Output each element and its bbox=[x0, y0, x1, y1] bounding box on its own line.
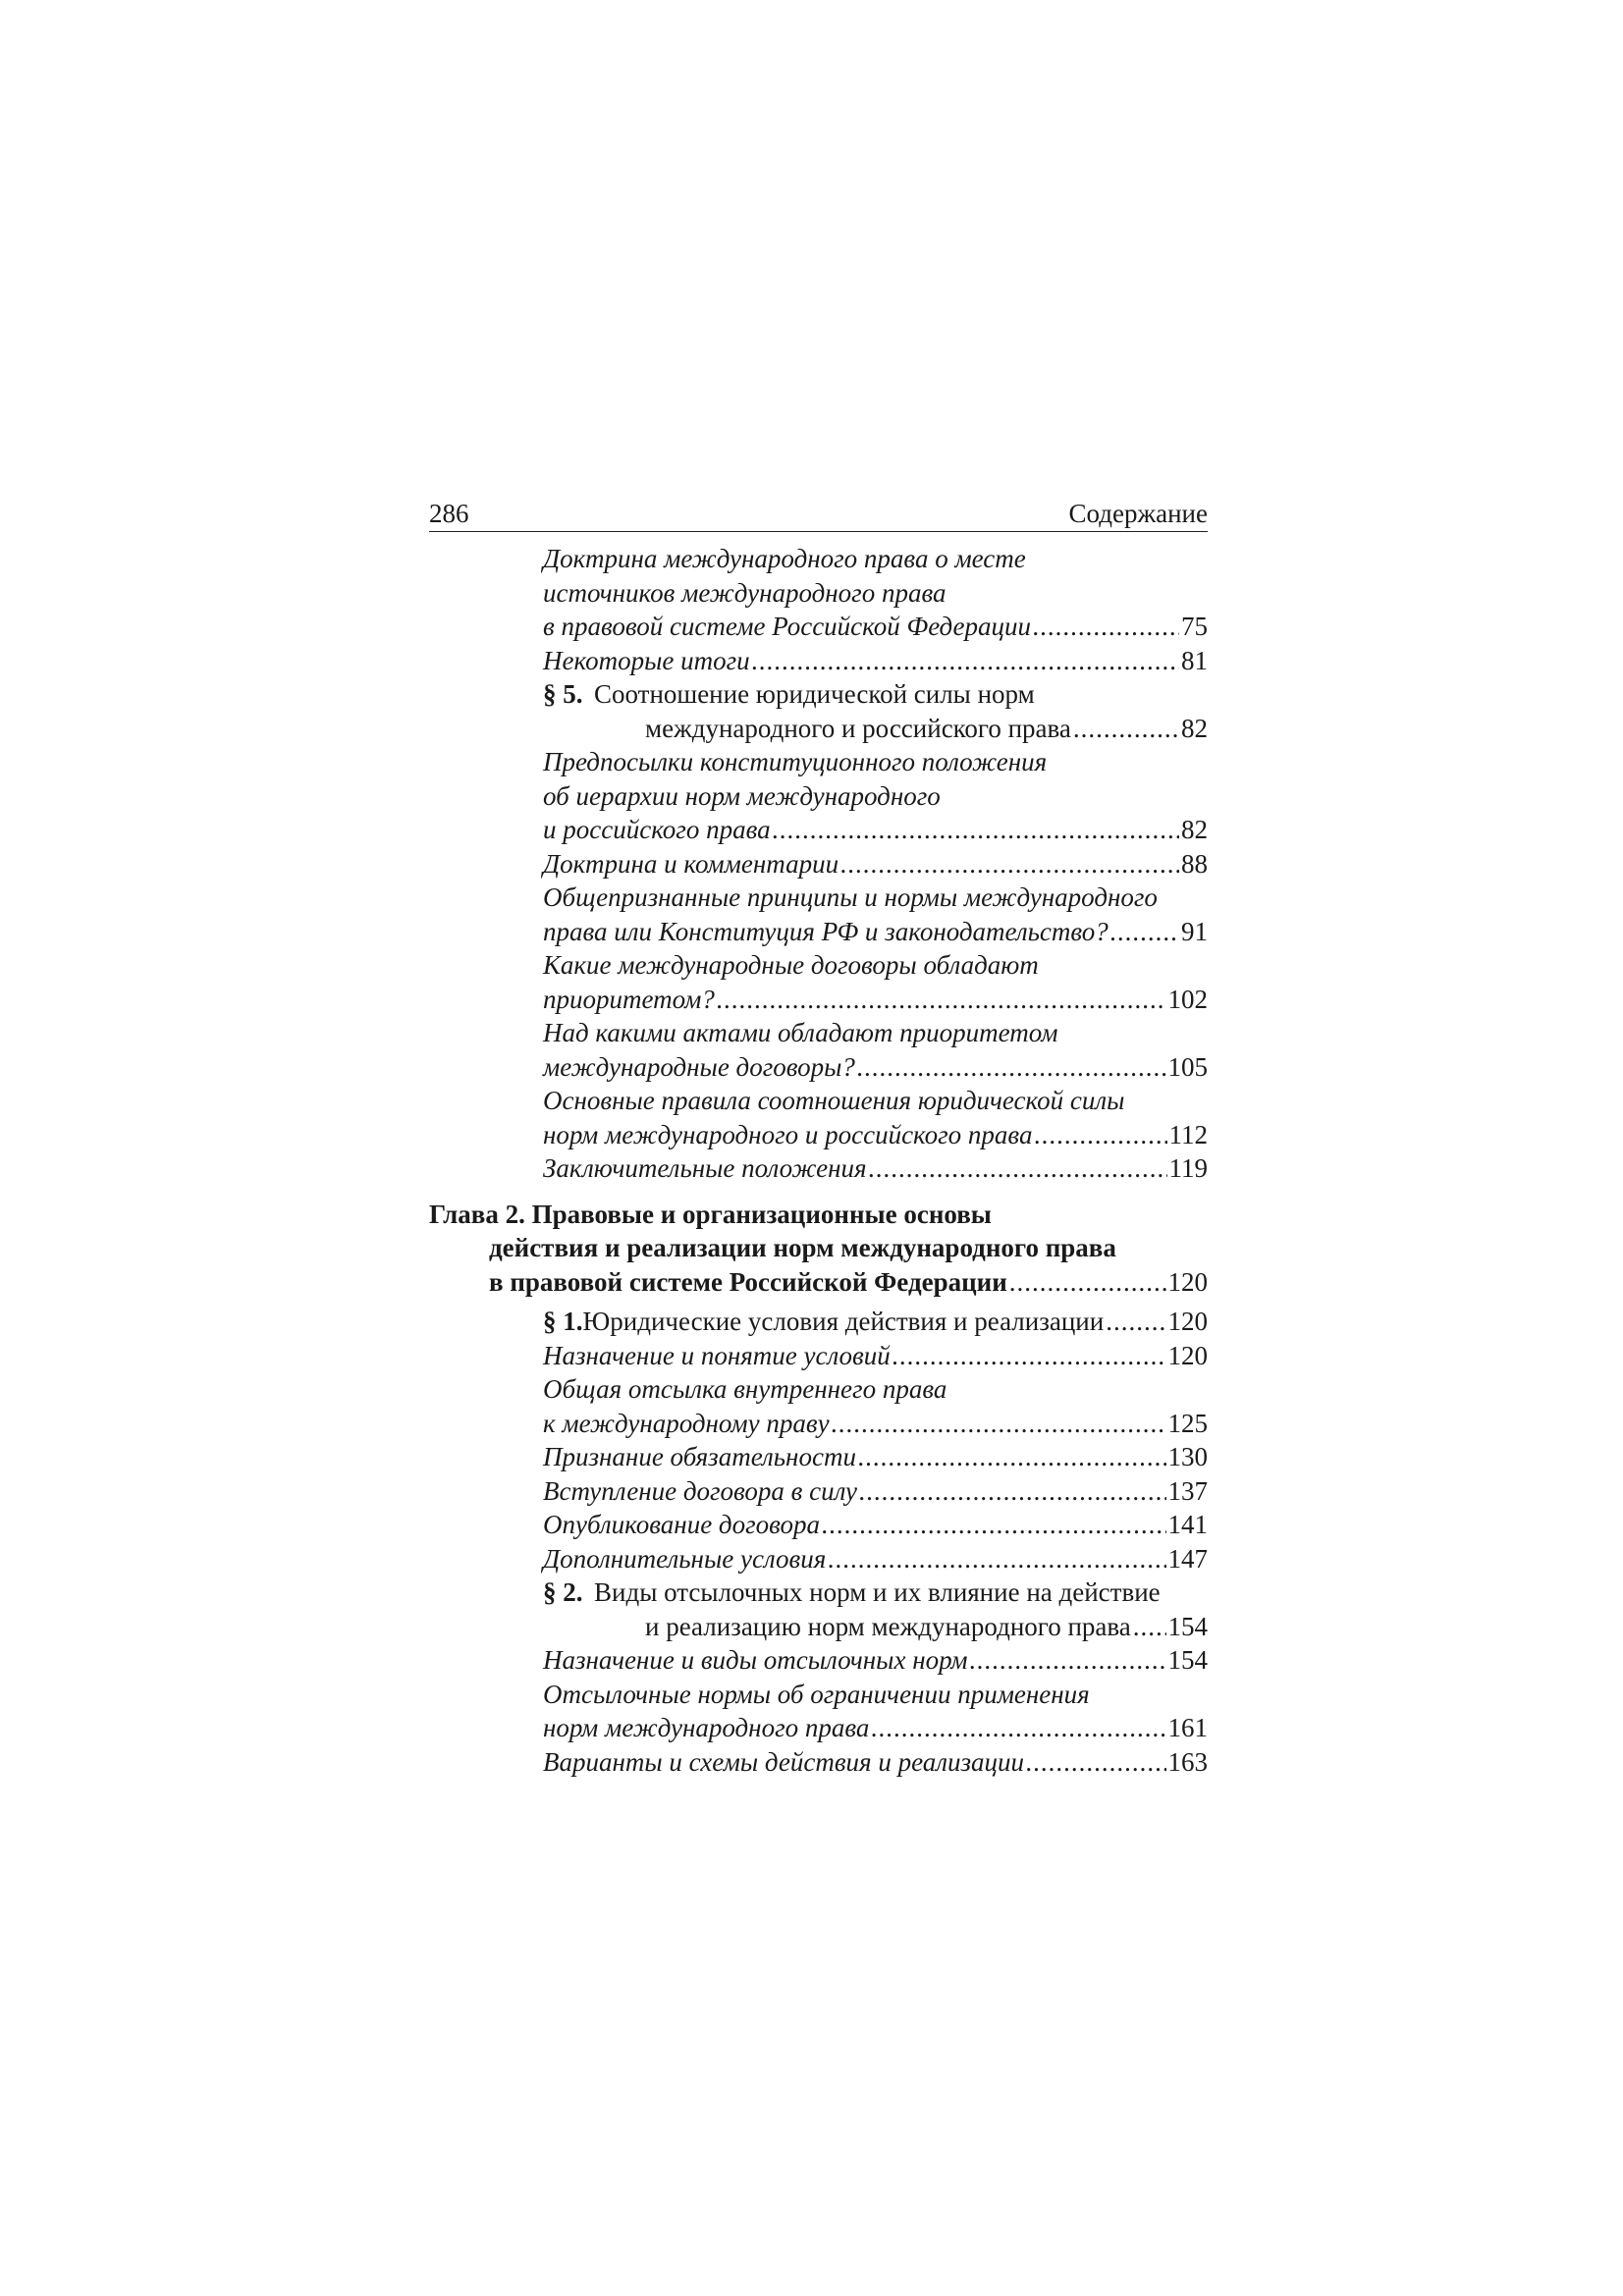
header-title: Содержание bbox=[1068, 499, 1208, 528]
toc-section-entry[interactable] bbox=[429, 1575, 1208, 1643]
dot-leader bbox=[1033, 610, 1179, 644]
toc-subsection-entry[interactable] bbox=[429, 1016, 1208, 1084]
toc-group-chapter-2 bbox=[429, 1305, 1208, 1779]
toc-page-number: 82 bbox=[1181, 815, 1208, 844]
toc-subsection-entry[interactable] bbox=[429, 1745, 1208, 1780]
toc-line bbox=[429, 1265, 1208, 1300]
dot-leader bbox=[1073, 712, 1179, 746]
toc-page-number: 137 bbox=[1167, 1475, 1208, 1506]
toc-entry-title: Назначение и виды отсылочных норм bbox=[543, 1645, 968, 1675]
dot-leader bbox=[832, 1407, 1166, 1441]
dot-leader bbox=[859, 1474, 1165, 1509]
dot-leader bbox=[1110, 915, 1179, 949]
toc-entry-title: права или Конституция РФ и законодательство? bbox=[543, 916, 1109, 946]
toc-page-number: 105 bbox=[1167, 1051, 1208, 1082]
toc-page-number: 141 bbox=[1167, 1510, 1208, 1539]
toc-page-number: 163 bbox=[1167, 1746, 1208, 1777]
toc-subsection-entry[interactable] bbox=[429, 1678, 1208, 1745]
dot-leader bbox=[752, 644, 1179, 678]
toc-entry-title: Предпосылки конституционного положения bbox=[543, 747, 1048, 776]
dot-leader bbox=[1106, 1305, 1165, 1339]
toc-line bbox=[543, 745, 1208, 779]
toc-line bbox=[543, 779, 1208, 814]
toc-line bbox=[543, 1745, 1208, 1780]
toc-subsection-entry[interactable] bbox=[429, 847, 1208, 881]
toc-entry-title: Соотношение юридической силы норм bbox=[594, 679, 1035, 709]
toc-page-number: 154 bbox=[1167, 1611, 1208, 1641]
toc-subsection-entry[interactable] bbox=[429, 1440, 1208, 1474]
toc-line bbox=[429, 1231, 1208, 1265]
toc-line bbox=[543, 813, 1208, 847]
toc-entry-title: Некоторые итоги bbox=[543, 645, 750, 675]
toc-page-number: 154 bbox=[1167, 1645, 1208, 1675]
toc-line bbox=[543, 1474, 1208, 1509]
toc-line bbox=[543, 847, 1208, 881]
toc-line bbox=[543, 1508, 1208, 1542]
toc-page-number: 161 bbox=[1167, 1713, 1208, 1742]
toc-entry-title: Общая отсылка внутреннего права bbox=[543, 1374, 947, 1404]
toc-subsection-entry[interactable] bbox=[429, 881, 1208, 948]
toc-page-number: 147 bbox=[1167, 1543, 1208, 1574]
dot-leader bbox=[1133, 1610, 1166, 1644]
toc-group-chapter-1 bbox=[429, 542, 1208, 1186]
dot-leader bbox=[822, 1508, 1166, 1542]
toc-entry-title: международного и российского права bbox=[645, 713, 1071, 743]
toc-entry-title: норм международного права bbox=[543, 1713, 870, 1742]
toc-entry-title: и российского права bbox=[543, 815, 771, 844]
toc-page-number: 75 bbox=[1181, 612, 1208, 641]
dot-leader bbox=[1034, 1118, 1166, 1152]
toc-line bbox=[543, 1575, 1208, 1610]
toc-entry-title: Доктрина международного права о месте bbox=[543, 544, 1026, 573]
chapter-title: действия и реализации норм международного права bbox=[489, 1233, 1116, 1262]
toc-entry-title: Признание обязательности bbox=[543, 1442, 856, 1471]
toc-entry-title: к международному праву bbox=[543, 1408, 830, 1438]
dot-leader bbox=[717, 983, 1166, 1017]
toc-line bbox=[543, 1151, 1208, 1186]
toc-subsection-entry[interactable] bbox=[429, 1084, 1208, 1151]
toc-page-number: 102 bbox=[1167, 984, 1208, 1014]
dot-leader bbox=[1026, 1745, 1165, 1780]
toc-entry-title: Отсылочные нормы об ограничении применения bbox=[543, 1679, 1090, 1709]
chapter-title: Глава 2. Правовые и организационные основы bbox=[429, 1199, 992, 1229]
dot-leader bbox=[840, 847, 1179, 881]
toc-line bbox=[429, 1198, 1208, 1232]
dot-leader bbox=[871, 1711, 1165, 1745]
toc-line bbox=[594, 1610, 1208, 1644]
toc-line bbox=[594, 712, 1208, 746]
toc-line bbox=[543, 1305, 1208, 1339]
toc-line bbox=[543, 610, 1208, 644]
toc-entry-title: источников международного права bbox=[543, 577, 947, 608]
toc-entry-title: Заключительные положения bbox=[543, 1153, 867, 1183]
toc-page-number: 82 bbox=[1181, 713, 1208, 743]
toc-subsection-entry[interactable] bbox=[429, 948, 1208, 1016]
toc-entry-title: и реализацию норм международного права bbox=[645, 1611, 1131, 1641]
toc-line bbox=[543, 915, 1208, 949]
toc-line bbox=[543, 881, 1208, 915]
table-of-contents bbox=[429, 542, 1208, 1779]
toc-line bbox=[543, 1678, 1208, 1712]
toc-subsection-entry[interactable] bbox=[429, 745, 1208, 847]
toc-subsection-entry[interactable] bbox=[429, 1151, 1208, 1186]
dot-leader bbox=[969, 1643, 1165, 1678]
toc-line bbox=[543, 1118, 1208, 1152]
toc-entry-title: Доктрина и комментарии bbox=[543, 848, 839, 879]
toc-page-number: 81 bbox=[1181, 645, 1208, 675]
toc-line bbox=[543, 1372, 1208, 1407]
toc-line bbox=[543, 983, 1208, 1017]
toc-chapter-entry[interactable] bbox=[429, 1198, 1208, 1300]
toc-line bbox=[543, 1084, 1208, 1118]
dot-leader bbox=[857, 1050, 1166, 1085]
toc-subsection-entry[interactable] bbox=[429, 1542, 1208, 1576]
toc-page-number: 120 bbox=[1167, 1266, 1208, 1297]
toc-line bbox=[543, 1339, 1208, 1373]
toc-entry-title: международные договоры? bbox=[543, 1051, 855, 1082]
toc-entry-title: Какие международные договоры обладают bbox=[543, 950, 1039, 980]
toc-line bbox=[543, 542, 1208, 576]
toc-line bbox=[543, 1542, 1208, 1576]
toc-line bbox=[543, 1407, 1208, 1441]
dot-leader bbox=[869, 1151, 1167, 1186]
toc-entry-title: Назначение и понятие условий bbox=[543, 1340, 891, 1370]
dot-leader bbox=[858, 1440, 1166, 1474]
toc-line bbox=[543, 1016, 1208, 1050]
toc-line bbox=[543, 1643, 1208, 1678]
toc-page-number: 88 bbox=[1181, 848, 1208, 879]
section-number: § 5. bbox=[543, 679, 583, 709]
toc-subsection-entry[interactable] bbox=[429, 1643, 1208, 1678]
toc-line bbox=[543, 1711, 1208, 1745]
toc-entry-title: приоритетом? bbox=[543, 984, 715, 1014]
toc-entry-title: об иерархии норм международного bbox=[543, 780, 941, 811]
toc-subsection-entry[interactable] bbox=[429, 1508, 1208, 1542]
toc-subsection-entry[interactable] bbox=[429, 542, 1208, 644]
dot-leader bbox=[893, 1339, 1166, 1373]
dot-leader bbox=[828, 1542, 1165, 1576]
toc-page-number: 130 bbox=[1167, 1442, 1208, 1471]
toc-page-number: 119 bbox=[1168, 1153, 1208, 1183]
toc-line bbox=[543, 1440, 1208, 1474]
toc-line bbox=[543, 644, 1208, 678]
toc-subsection-entry[interactable] bbox=[429, 1474, 1208, 1509]
page-number: 286 bbox=[429, 499, 469, 528]
toc-subsection-entry[interactable] bbox=[429, 1372, 1208, 1440]
toc-entry-title: Над какими актами обладают приоритетом bbox=[543, 1018, 1058, 1047]
toc-entry-title: Виды отсылочных норм и их влияние на действие bbox=[594, 1577, 1161, 1607]
toc-section-entry[interactable] bbox=[429, 1305, 1208, 1339]
toc-entry-title: в правовой системе Российской Федерации bbox=[543, 612, 1032, 641]
toc-page-number: 112 bbox=[1168, 1119, 1208, 1149]
toc-line bbox=[543, 948, 1208, 983]
section-number: § 1. bbox=[543, 1307, 583, 1336]
toc-line bbox=[543, 677, 1208, 712]
toc-entry-title: норм международного и российского права bbox=[543, 1119, 1033, 1149]
toc-page-number: 125 bbox=[1167, 1408, 1208, 1438]
toc-page-number: 120 bbox=[1167, 1340, 1208, 1370]
toc-entry-title: Юридические условия действия и реализации bbox=[582, 1307, 1105, 1336]
toc-page-number: 120 bbox=[1167, 1307, 1208, 1336]
toc-page-number: 91 bbox=[1181, 916, 1208, 946]
toc-entry-title: Опубликование договора bbox=[543, 1510, 820, 1539]
toc-subsection-entry[interactable] bbox=[429, 1339, 1208, 1373]
dot-leader bbox=[773, 813, 1179, 847]
toc-entry-title: Вступление договора в силу bbox=[543, 1475, 858, 1506]
toc-section-entry[interactable] bbox=[429, 677, 1208, 745]
toc-entry-title: Основные правила соотношения юридической силы bbox=[543, 1086, 1125, 1115]
toc-entry-title: Дополнительные условия bbox=[543, 1543, 827, 1574]
toc-line bbox=[543, 576, 1208, 611]
chapter-title: в правовой системе Российской Федерации bbox=[489, 1266, 1007, 1297]
running-header bbox=[429, 496, 1208, 532]
toc-entry-title: Общепризнанные принципы и нормы международного bbox=[543, 882, 1158, 912]
toc-subsection-entry[interactable] bbox=[429, 644, 1208, 678]
section-number: § 2. bbox=[543, 1577, 583, 1607]
dot-leader bbox=[1009, 1265, 1166, 1300]
toc-line bbox=[543, 1050, 1208, 1085]
toc-entry-title: Варианты и схемы действия и реализации bbox=[543, 1746, 1025, 1777]
